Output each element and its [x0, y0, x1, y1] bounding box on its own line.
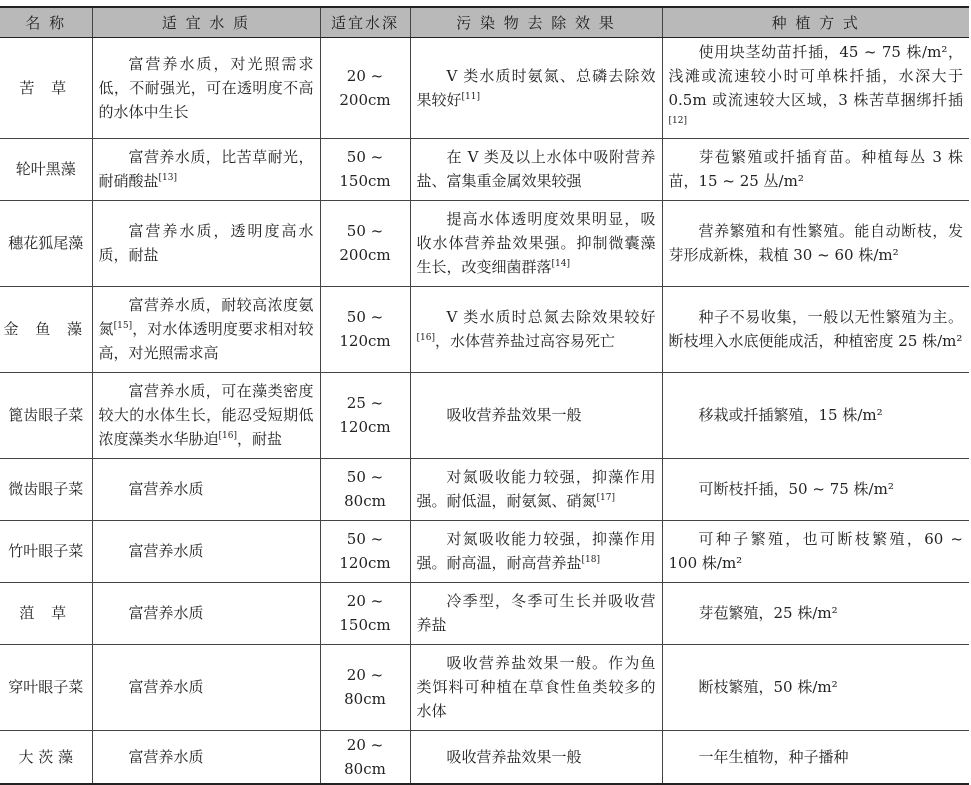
table-row: [0, 138, 969, 200]
planting-cell: 种子不易收集，一般以无性繁殖为主。断枝埋入水底便能成活，种植密度 25 株/m²: [662, 286, 969, 372]
quality-cell: 富营养水质: [92, 458, 320, 520]
depth-cell: 50 ~ 80cm: [320, 458, 410, 520]
planting-cell: 营养繁殖和有性繁殖。能自动断枝，发芽形成新株，栽植 30 ~ 60 株/m²: [662, 200, 969, 286]
plant-name: 大 茨 藻: [0, 730, 92, 784]
quality-cell: 富营养水质: [92, 520, 320, 582]
quality-cell: 富营养水质: [92, 582, 320, 644]
depth-cell: 20 ~ 80cm: [320, 644, 410, 730]
header-depth: 适宜水深: [320, 7, 410, 37]
citation: [18]: [581, 555, 600, 565]
removal-cell: 对氮吸收能力较强，抑藻作用强。耐低温，耐氨氮、硝氮[17]: [410, 458, 662, 520]
quality-cell: 富营养水质，对光照需求低，不耐强光，可在透明度不高的水体中生长: [92, 37, 320, 138]
removal-cell: V 类水质时氨氮、总磷去除效果较好[11]: [410, 37, 662, 138]
plant-name: 穗花狐尾藻: [0, 200, 92, 286]
depth-cell: 20 ~ 80cm: [320, 730, 410, 784]
table-row: [0, 458, 969, 520]
header-name: 名 称: [0, 7, 92, 37]
quality-cell: 富营养水质: [92, 730, 320, 784]
planting-cell: 可种子繁殖，也可断枝繁殖，60 ~ 100 株/m²: [662, 520, 969, 582]
depth-cell: 50 ~ 120cm: [320, 286, 410, 372]
table-row: [0, 520, 969, 582]
plant-name: 微齿眼子菜: [0, 458, 92, 520]
depth-cell: 50 ~ 150cm: [320, 138, 410, 200]
planting-cell: 使用块茎幼苗扦插，45 ~ 75 株/m²，浅滩或流速较小时可单株扦插，水深大于 0.5m 或流速较大区域，3 株苦草捆绑扦插[12]: [662, 37, 969, 138]
table-row: [0, 730, 969, 784]
depth-cell: 25 ~ 120cm: [320, 372, 410, 458]
table-row: [0, 372, 969, 458]
removal-cell: 吸收营养盐效果一般。作为鱼类饵料可种植在草食性鱼类较多的水体: [410, 644, 662, 730]
quality-cell: 富营养水质，透明度高水质，耐盐: [92, 200, 320, 286]
depth-cell: 20 ~ 150cm: [320, 582, 410, 644]
depth-cell: 50 ~ 120cm: [320, 520, 410, 582]
plant-name: 篦齿眼子菜: [0, 372, 92, 458]
table-row: [0, 286, 969, 372]
removal-cell: 对氮吸收能力较强，抑藻作用强。耐高温，耐高营养盐[18]: [410, 520, 662, 582]
planting-cell: 断枝繁殖，50 株/m²: [662, 644, 969, 730]
planting-cell: 移栽或扦插繁殖，15 株/m²: [662, 372, 969, 458]
citation: [16]: [218, 431, 237, 441]
citation: [11]: [461, 91, 480, 102]
removal-cell: 吸收营养盐效果一般: [410, 372, 662, 458]
depth-cell: 20 ~ 200cm: [320, 37, 410, 138]
planting-cell: 芽苞繁殖，25 株/m²: [662, 582, 969, 644]
header-row: [0, 7, 969, 37]
removal-cell: V 类水质时总氮去除效果较好[16]，水体营养盐过高容易死亡: [410, 286, 662, 372]
planting-cell: 芽苞繁殖或扦插育苗。种植每丛 3 株苗，15 ~ 25 丛/m²: [662, 138, 969, 200]
citation: [12]: [668, 115, 687, 126]
table-row: [0, 582, 969, 644]
citation: [17]: [596, 493, 615, 503]
table-row: [0, 644, 969, 730]
removal-cell: 冷季型，冬季可生长并吸收营养盐: [410, 582, 662, 644]
table-row: [0, 200, 969, 286]
removal-cell: 提高水体透明度效果明显，吸收水体营养盐效果强。抑制微囊藻生长，改变细菌群落[14]: [410, 200, 662, 286]
aquatic-plant-table: [0, 6, 969, 785]
plant-name: 苦 草: [0, 37, 92, 138]
quality-cell: 富营养水质，可在藻类密度较大的水体生长，能忍受短期低浓度藻类水华胁迫[16]，耐盐: [92, 372, 320, 458]
header-removal: 污 染 物 去 除 效 果: [410, 7, 662, 37]
planting-cell: 可断枝扦插，50 ~ 75 株/m²: [662, 458, 969, 520]
plant-name: 穿叶眼子菜: [0, 644, 92, 730]
removal-cell: 在 V 类及以上水体中吸附营养盐、富集重金属效果较强: [410, 138, 662, 200]
header-quality: 适 宜 水 质: [92, 7, 320, 37]
citation: [15]: [113, 321, 133, 331]
quality-cell: 富营养水质，耐较高浓度氨氮[15]，对水体透明度要求相对较高，对光照需求高: [92, 286, 320, 372]
citation: [14]: [551, 259, 570, 269]
quality-cell: 富营养水质: [92, 644, 320, 730]
header-planting: 种 植 方 式: [662, 7, 969, 37]
plant-name: 金 鱼 藻: [0, 286, 92, 372]
plant-name: 竹叶眼子菜: [0, 520, 92, 582]
citation: [16]: [416, 333, 435, 343]
table-row: [0, 37, 969, 138]
quality-cell: 富营养水质，比苦草耐光，耐硝酸盐[13]: [92, 138, 320, 200]
depth-cell: 50 ~ 200cm: [320, 200, 410, 286]
planting-cell: 一年生植物，种子播种: [662, 730, 969, 784]
citation: [13]: [158, 173, 177, 183]
plant-name: 轮叶黑藻: [0, 138, 92, 200]
plant-name: 菹 草: [0, 582, 92, 644]
removal-cell: 吸收营养盐效果一般: [410, 730, 662, 784]
